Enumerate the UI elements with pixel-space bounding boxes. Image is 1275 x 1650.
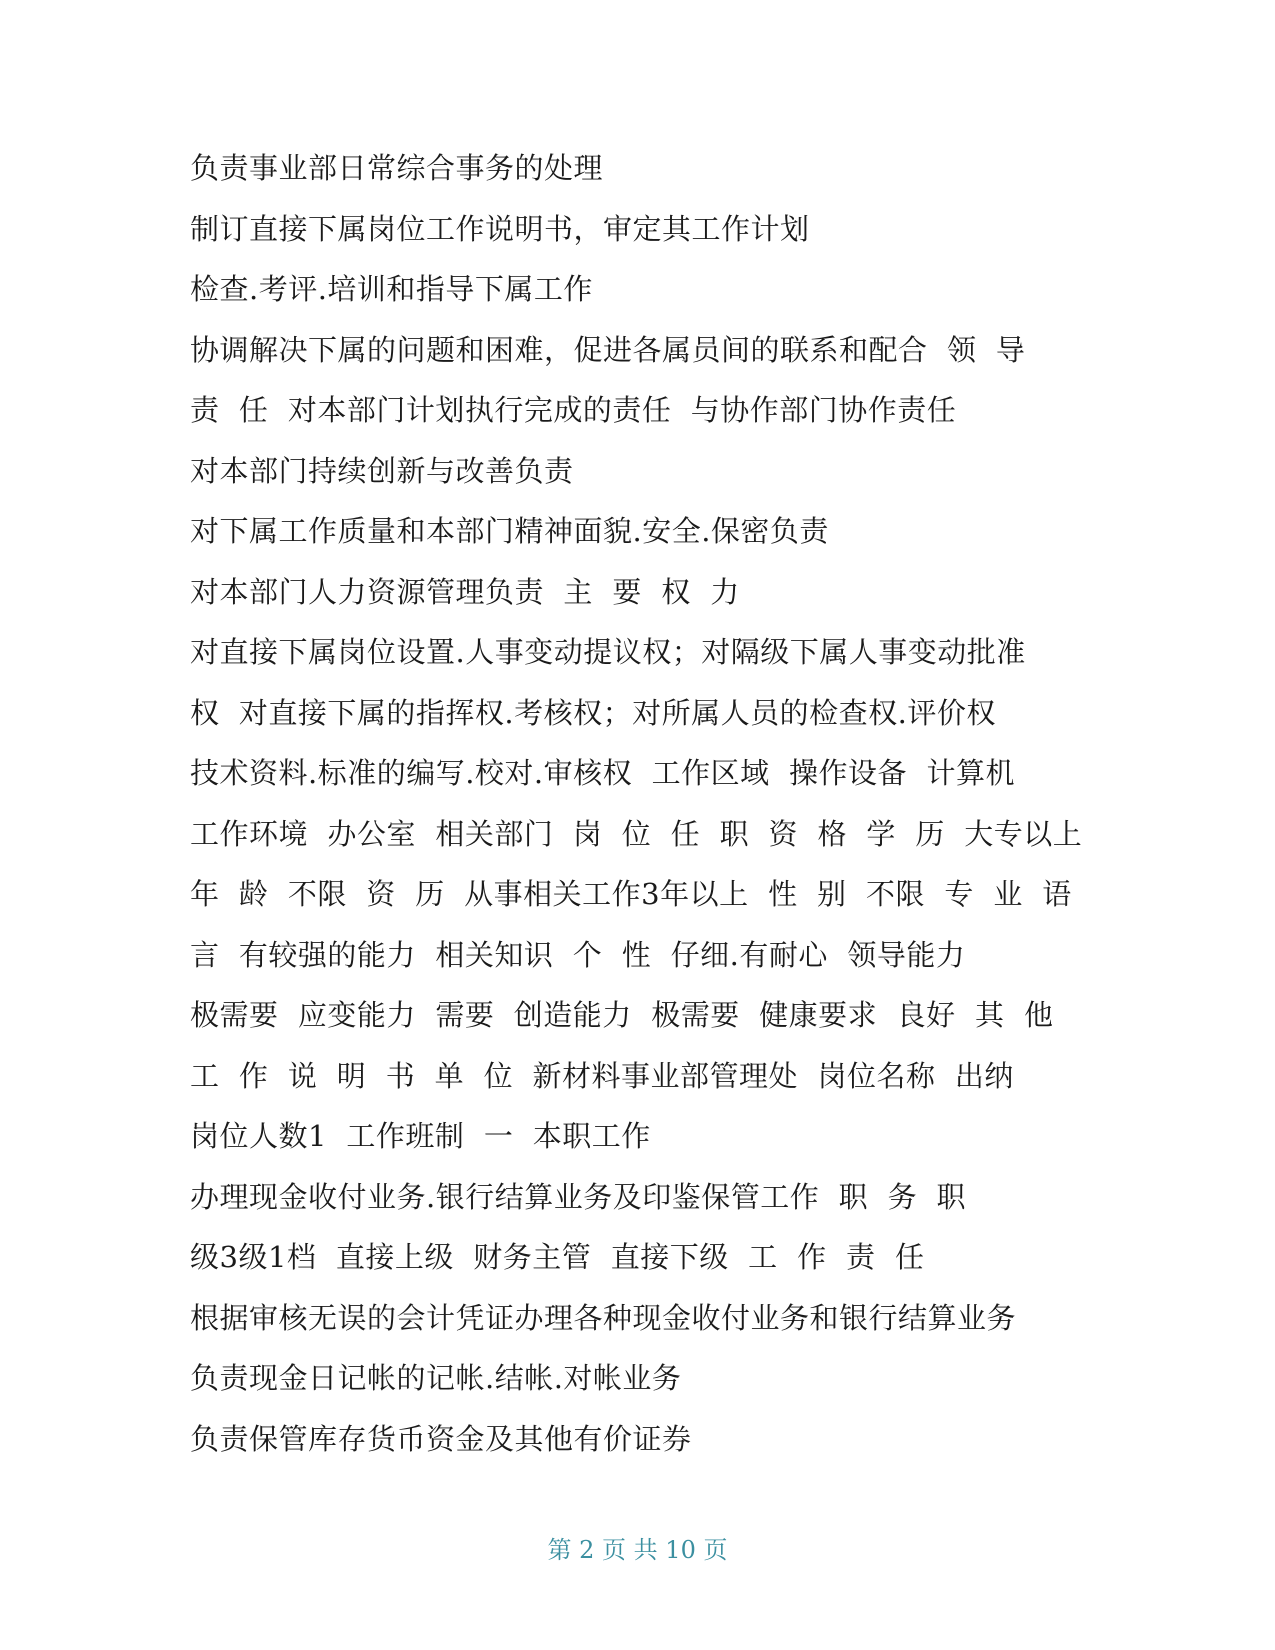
- text-line: 技术资料.标准的编写.校对.审核权 工作区域 操作设备 计算机: [190, 756, 1015, 790]
- text-line: 对直接下属岗位设置.人事变动提议权；对隔级下属人事变动批准: [190, 635, 1026, 669]
- text-line: 制订直接下属岗位工作说明书，审定其工作计划: [190, 211, 810, 246]
- text-line: 办理现金收付业务.银行结算业务及印鉴保管工作 职 务 职: [190, 1179, 967, 1214]
- text-line: 权 对直接下属的指挥权.考核权；对所属人员的检查权.评价权: [190, 695, 996, 730]
- text-line: 负责保管库存货币资金及其他有价证券: [190, 1421, 692, 1456]
- text-line: 负责现金日记帐的记帐.结帐.对帐业务: [190, 1361, 682, 1395]
- text-line: 对下属工作质量和本部门精神面貌.安全.保密负责: [190, 514, 829, 548]
- text-line: 协调解决下属的问题和困难，促进各属员间的联系和配合 领 导: [190, 332, 1026, 367]
- text-line: 对本部门人力资源管理负责 主 要 权 力: [190, 574, 740, 609]
- text-line: 责 任 对本部门计划执行完成的责任 与协作部门协作责任: [190, 393, 957, 427]
- document-body: [190, 138, 1090, 1469]
- text-line: 年 龄 不限 资 历 从事相关工作3年以上 性 别 不限 专 业 语: [190, 877, 1072, 911]
- text-line: 根据审核无误的会计凭证办理各种现金收付业务和银行结算业务: [190, 1300, 1017, 1335]
- text-line: 极需要 应变能力 需要 创造能力 极需要 健康要求 良好 其 他: [190, 998, 1054, 1032]
- text-line: 对本部门持续创新与改善负责: [190, 453, 574, 488]
- text-line: 检查.考评.培训和指导下属工作: [190, 272, 593, 306]
- text-line: 岗位人数1 工作班制 一 本职工作: [190, 1119, 651, 1153]
- text-line: 工作环境 办公室 相关部门 岗 位 任 职 资 格 学 历 大专以上: [190, 816, 1083, 851]
- text-line: 言 有较强的能力 相关知识 个 性 仔细.有耐心 领导能力: [190, 937, 966, 972]
- text-line: 工 作 说 明 书 单 位 新材料事业部管理处 岗位名称 出纳: [190, 1058, 1014, 1093]
- text-line: 级3级1档 直接上级 财务主管 直接下级 工 作 责 任: [190, 1240, 925, 1274]
- text-line: 负责事业部日常综合事务的处理: [190, 151, 604, 185]
- page-number-footer: 第 2 页 共 10 页: [547, 1536, 728, 1564]
